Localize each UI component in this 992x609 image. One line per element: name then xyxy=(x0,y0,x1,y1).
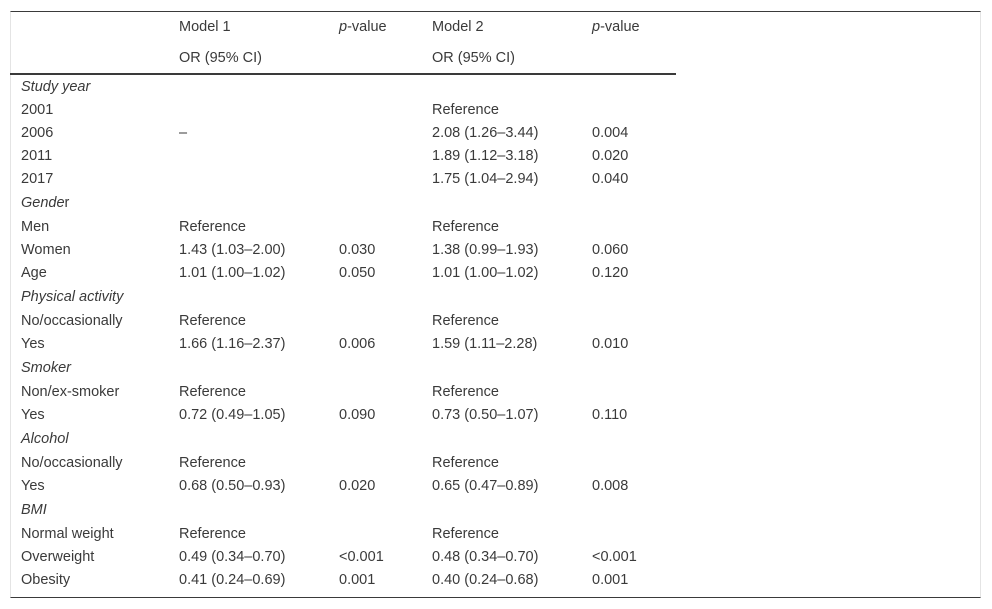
table-row xyxy=(0,523,992,546)
model2-pvalue: 0.010 xyxy=(592,336,629,352)
header-rule xyxy=(10,73,676,75)
table-row xyxy=(0,168,992,191)
model1-or: Reference xyxy=(179,455,246,471)
table-row xyxy=(0,333,992,356)
section-label-italic: Gende xyxy=(21,195,65,211)
table-row xyxy=(0,145,992,168)
row-label: 2001 xyxy=(21,102,54,118)
header-pvalue-1-rest: -value xyxy=(347,19,387,35)
section-row xyxy=(0,499,992,522)
section-row xyxy=(0,428,992,451)
header-pvalue-2-rest: -value xyxy=(600,19,640,35)
model1-pvalue: 0.001 xyxy=(339,572,376,588)
table-row xyxy=(0,239,992,262)
model1-or: Reference xyxy=(179,313,246,329)
row-label: Normal weight xyxy=(21,526,114,542)
model2-or: 1.01 (1.00–1.02) xyxy=(432,265,539,281)
model1-or: Reference xyxy=(179,219,246,235)
model1-or: 1.01 (1.00–1.02) xyxy=(179,265,286,281)
model2-pvalue: 0.008 xyxy=(592,478,629,494)
table-row xyxy=(0,122,992,145)
model1-or: Reference xyxy=(179,384,246,400)
table-row xyxy=(0,475,992,498)
model2-or: Reference xyxy=(432,102,499,118)
row-label: Obesity xyxy=(21,572,71,588)
header-pvalue-1 xyxy=(339,19,387,35)
header-pvalue-2-italic: p xyxy=(592,19,601,35)
row-label: 2006 xyxy=(21,125,54,141)
model2-or: 0.73 (0.50–1.07) xyxy=(432,407,539,423)
model2-or: 1.89 (1.12–3.18) xyxy=(432,148,539,164)
model2-or: Reference xyxy=(432,219,499,235)
model1-pvalue: 0.020 xyxy=(339,478,376,494)
table-row xyxy=(0,452,992,475)
row-label: Women xyxy=(21,242,71,258)
row-label: Yes xyxy=(21,336,45,352)
model1-or: 0.72 (0.49–1.05) xyxy=(179,407,286,423)
model2-pvalue: 0.020 xyxy=(592,148,629,164)
model2-pvalue: 0.120 xyxy=(592,265,629,281)
header-pvalue-1-italic: p xyxy=(339,19,348,35)
header-model2: Model 2 xyxy=(432,19,484,35)
model2-or: 0.48 (0.34–0.70) xyxy=(432,549,539,565)
model2-or: 0.40 (0.24–0.68) xyxy=(432,572,539,588)
row-label: Age xyxy=(21,265,47,281)
section-label: Study year xyxy=(21,79,91,95)
header-pvalue-2 xyxy=(592,19,640,35)
model1-pvalue: 0.090 xyxy=(339,407,376,423)
section-row xyxy=(0,76,992,99)
header-model1: Model 1 xyxy=(179,19,231,35)
table-row xyxy=(0,569,992,592)
model2-pvalue: 0.110 xyxy=(592,407,628,423)
table-row xyxy=(0,262,992,285)
section-label: BMI xyxy=(21,502,47,518)
model1-or: 0.68 (0.50–0.93) xyxy=(179,478,286,494)
section-label xyxy=(21,192,69,215)
model2-or: Reference xyxy=(432,384,499,400)
section-label-rest: r xyxy=(64,195,70,211)
model2-pvalue: 0.001 xyxy=(592,572,629,588)
row-label: Men xyxy=(21,219,50,235)
model2-pvalue: 0.040 xyxy=(592,171,629,187)
model1-or: 0.41 (0.24–0.69) xyxy=(179,572,286,588)
model2-pvalue: 0.004 xyxy=(592,125,629,141)
model2-or: Reference xyxy=(432,455,499,471)
model1-pvalue: 0.030 xyxy=(339,242,376,258)
model2-or: Reference xyxy=(432,526,499,542)
table-row xyxy=(0,381,992,404)
model2-or: 1.59 (1.11–2.28) xyxy=(432,336,538,352)
model1-or: 1.66 (1.16–2.37) xyxy=(179,336,286,352)
model1-pvalue: <0.001 xyxy=(339,549,384,565)
model1-or: Reference xyxy=(179,526,246,542)
model2-or: 2.08 (1.26–3.44) xyxy=(432,125,539,141)
model1-pvalue: 0.050 xyxy=(339,265,376,281)
section-label: Physical activity xyxy=(21,289,124,305)
header-model1-subtitle: OR (95% CI) xyxy=(179,50,262,66)
model2-pvalue: <0.001 xyxy=(592,549,637,565)
row-label: 2017 xyxy=(21,171,54,187)
table-row xyxy=(0,404,992,427)
model2-or: 0.65 (0.47–0.89) xyxy=(432,478,539,494)
model1-or: 1.43 (1.03–2.00) xyxy=(179,242,286,258)
model1-or: 0.49 (0.34–0.70) xyxy=(179,549,286,565)
table-row xyxy=(0,546,992,569)
model1-or: – xyxy=(179,125,188,141)
section-label: Smoker xyxy=(21,360,71,376)
row-label: Yes xyxy=(21,407,45,423)
table-row xyxy=(0,99,992,122)
section-label: Alcohol xyxy=(21,431,69,447)
row-label: 2011 xyxy=(21,148,53,164)
row-label: Overweight xyxy=(21,549,95,565)
row-label: Yes xyxy=(21,478,45,494)
model2-pvalue: 0.060 xyxy=(592,242,629,258)
model2-or: 1.38 (0.99–1.93) xyxy=(432,242,539,258)
row-label: No/occasionally xyxy=(21,455,123,471)
model2-or: 1.75 (1.04–2.94) xyxy=(432,171,539,187)
table-row xyxy=(0,216,992,239)
table-row xyxy=(0,310,992,333)
section-row xyxy=(0,192,992,215)
row-label: Non/ex-smoker xyxy=(21,384,120,400)
model1-pvalue: 0.006 xyxy=(339,336,376,352)
section-row xyxy=(0,357,992,380)
model2-or: Reference xyxy=(432,313,499,329)
row-label: No/occasionally xyxy=(21,313,123,329)
header-model2-subtitle: OR (95% CI) xyxy=(432,50,515,66)
section-row xyxy=(0,286,992,309)
